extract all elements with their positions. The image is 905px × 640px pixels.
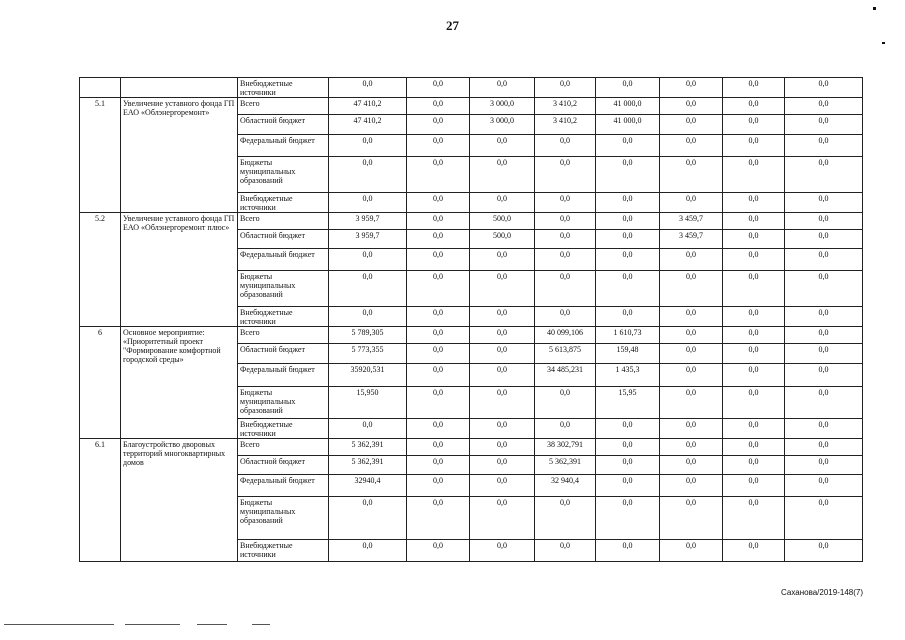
value-cell: 159,48 [596, 344, 660, 364]
funding-source-cell: Всего [238, 213, 329, 230]
value-cell: 41 000,0 [596, 115, 660, 135]
funding-source-cell: Внебюджетные источники [238, 419, 329, 439]
value-cell: 0,0 [470, 497, 535, 540]
value-cell: 0,0 [596, 135, 660, 157]
value-cell: 0,0 [723, 115, 785, 135]
value-cell: 0,0 [407, 115, 470, 135]
funding-source-cell: Бюджеты муниципальных образований [238, 157, 329, 193]
budget-table-wrapper [79, 77, 862, 562]
value-cell: 0,0 [723, 327, 785, 344]
value-cell: 3 459,7 [660, 213, 723, 230]
value-cell: 0,0 [785, 193, 863, 213]
value-cell: 34 485,231 [535, 364, 596, 387]
value-cell: 0,0 [407, 193, 470, 213]
value-cell: 0,0 [470, 78, 535, 98]
value-cell: 0,0 [596, 213, 660, 230]
funding-source-cell: Бюджеты муниципальных образований [238, 271, 329, 307]
value-cell: 0,0 [535, 213, 596, 230]
value-cell: 0,0 [660, 364, 723, 387]
value-cell: 0,0 [470, 439, 535, 456]
value-cell: 1 435,3 [596, 364, 660, 387]
value-cell: 0,0 [723, 213, 785, 230]
value-cell: 0,0 [407, 230, 470, 249]
value-cell: 0,0 [785, 135, 863, 157]
value-cell: 0,0 [470, 157, 535, 193]
value-cell: 5 773,355 [329, 344, 407, 364]
value-cell: 0,0 [535, 497, 596, 540]
value-cell: 0,0 [329, 249, 407, 271]
value-cell: 0,0 [785, 327, 863, 344]
value-cell: 0,0 [535, 419, 596, 439]
value-cell: 0,0 [407, 157, 470, 193]
value-cell: 0,0 [596, 193, 660, 213]
value-cell: 0,0 [596, 419, 660, 439]
value-cell: 3 410,2 [535, 98, 596, 115]
value-cell: 3 959,7 [329, 213, 407, 230]
value-cell: 0,0 [660, 344, 723, 364]
funding-source-cell: Бюджеты муниципальных образований [238, 387, 329, 419]
value-cell: 0,0 [660, 193, 723, 213]
value-cell: 0,0 [596, 157, 660, 193]
value-cell: 0,0 [723, 497, 785, 540]
value-cell: 0,0 [470, 307, 535, 327]
value-cell: 5 613,875 [535, 344, 596, 364]
value-cell: 0,0 [785, 115, 863, 135]
value-cell: 0,0 [660, 115, 723, 135]
value-cell: 0,0 [329, 78, 407, 98]
value-cell: 0,0 [596, 271, 660, 307]
value-cell: 5 362,391 [329, 456, 407, 475]
value-cell: 0,0 [407, 364, 470, 387]
value-cell: 0,0 [660, 419, 723, 439]
value-cell: 3 410,2 [535, 115, 596, 135]
value-cell: 38 302,791 [535, 439, 596, 456]
value-cell: 5 789,305 [329, 327, 407, 344]
value-cell: 0,0 [723, 364, 785, 387]
value-cell: 0,0 [470, 193, 535, 213]
value-cell: 5 362,391 [329, 439, 407, 456]
page-number: 27 [446, 18, 459, 33]
value-cell: 0,0 [596, 456, 660, 475]
value-cell: 0,0 [470, 344, 535, 364]
value-cell: 0,0 [596, 540, 660, 562]
value-cell: 0,0 [535, 193, 596, 213]
value-cell: 0,0 [535, 230, 596, 249]
activity-name-cell: Основное мероприятие: «Приоритетный проект "Формирование комфортной городской среды» [121, 327, 238, 439]
value-cell: 0,0 [660, 271, 723, 307]
value-cell: 0,0 [723, 98, 785, 115]
value-cell: 0,0 [535, 307, 596, 327]
value-cell: 47 410,2 [329, 115, 407, 135]
table-row [80, 439, 863, 456]
value-cell: 0,0 [723, 249, 785, 271]
value-cell: 0,0 [723, 78, 785, 98]
value-cell: 0,0 [407, 213, 470, 230]
value-cell: 0,0 [470, 387, 535, 419]
scan-dot-mark [873, 7, 876, 10]
value-cell: 0,0 [785, 439, 863, 456]
value-cell: 0,0 [660, 327, 723, 344]
value-cell: 0,0 [785, 456, 863, 475]
value-cell: 0,0 [660, 497, 723, 540]
value-cell: 0,0 [660, 249, 723, 271]
value-cell: 0,0 [535, 78, 596, 98]
value-cell: 47 410,2 [329, 98, 407, 115]
value-cell: 0,0 [407, 387, 470, 419]
value-cell: 0,0 [596, 439, 660, 456]
value-cell: 0,0 [660, 135, 723, 157]
scan-line [197, 624, 227, 625]
value-cell: 0,0 [660, 307, 723, 327]
activity-name-cell: Увеличение уставного фонда ГП ЕАО «Облэнергоремонт» [121, 98, 238, 213]
funding-source-cell: Внебюджетные источники [238, 540, 329, 562]
value-cell: 0,0 [596, 307, 660, 327]
value-cell: 0,0 [785, 387, 863, 419]
value-cell: 500,0 [470, 213, 535, 230]
value-cell: 0,0 [785, 271, 863, 307]
value-cell: 0,0 [329, 307, 407, 327]
value-cell: 0,0 [723, 540, 785, 562]
table-row [80, 213, 863, 230]
funding-source-cell: Внебюджетные источники [238, 193, 329, 213]
value-cell: 3 000,0 [470, 115, 535, 135]
value-cell: 40 099,106 [535, 327, 596, 344]
value-cell: 0,0 [660, 78, 723, 98]
value-cell: 0,0 [596, 497, 660, 540]
value-cell: 0,0 [723, 135, 785, 157]
value-cell: 0,0 [407, 344, 470, 364]
value-cell: 41 000,0 [596, 98, 660, 115]
value-cell: 0,0 [407, 327, 470, 344]
value-cell: 0,0 [535, 271, 596, 307]
funding-source-cell: Внебюджетные источники [238, 307, 329, 327]
value-cell: 0,0 [723, 387, 785, 419]
value-cell: 0,0 [723, 193, 785, 213]
value-cell: 3 000,0 [470, 98, 535, 115]
value-cell: 0,0 [785, 157, 863, 193]
value-cell: 0,0 [470, 135, 535, 157]
value-cell: 0,0 [596, 249, 660, 271]
value-cell: 0,0 [407, 249, 470, 271]
row-number-cell [80, 78, 121, 98]
value-cell: 0,0 [660, 387, 723, 419]
value-cell: 500,0 [470, 230, 535, 249]
value-cell: 0,0 [596, 78, 660, 98]
value-cell: 15,95 [596, 387, 660, 419]
value-cell: 0,0 [407, 439, 470, 456]
table-row [80, 98, 863, 115]
value-cell: 0,0 [535, 157, 596, 193]
value-cell: 0,0 [660, 456, 723, 475]
value-cell: 0,0 [407, 98, 470, 115]
funding-source-cell: Всего [238, 327, 329, 344]
value-cell: 0,0 [723, 271, 785, 307]
value-cell: 0,0 [785, 230, 863, 249]
value-cell: 0,0 [407, 419, 470, 439]
value-cell: 0,0 [660, 439, 723, 456]
value-cell: 0,0 [785, 419, 863, 439]
table-row [80, 78, 863, 98]
value-cell: 0,0 [785, 98, 863, 115]
value-cell: 0,0 [660, 475, 723, 497]
funding-source-cell: Внебюджетные источники [238, 78, 329, 98]
value-cell: 0,0 [407, 78, 470, 98]
value-cell: 1 610,73 [596, 327, 660, 344]
value-cell: 0,0 [723, 230, 785, 249]
budget-table [79, 77, 863, 562]
value-cell: 5 362,391 [535, 456, 596, 475]
value-cell: 0,0 [660, 540, 723, 562]
value-cell: 0,0 [785, 475, 863, 497]
value-cell: 0,0 [470, 540, 535, 562]
value-cell: 0,0 [596, 230, 660, 249]
value-cell: 0,0 [329, 157, 407, 193]
value-cell: 0,0 [407, 475, 470, 497]
value-cell: 0,0 [723, 475, 785, 497]
value-cell: 35920,531 [329, 364, 407, 387]
value-cell: 0,0 [470, 475, 535, 497]
value-cell: 0,0 [407, 307, 470, 327]
value-cell: 0,0 [470, 456, 535, 475]
value-cell: 0,0 [329, 271, 407, 307]
value-cell: 0,0 [407, 456, 470, 475]
value-cell: 0,0 [535, 135, 596, 157]
row-number-cell: 6 [80, 327, 121, 439]
value-cell: 0,0 [329, 193, 407, 213]
value-cell: 0,0 [470, 419, 535, 439]
value-cell: 0,0 [470, 271, 535, 307]
value-cell: 0,0 [723, 419, 785, 439]
value-cell: 32 940,4 [535, 475, 596, 497]
document-reference: Саханова/2019-148(7) [781, 588, 863, 597]
value-cell: 0,0 [407, 271, 470, 307]
value-cell: 15,950 [329, 387, 407, 419]
value-cell: 0,0 [785, 213, 863, 230]
value-cell: 0,0 [329, 135, 407, 157]
activity-name-cell: Увеличение уставного фонда ГП ЕАО «Облэнергоремонт плюс» [121, 213, 238, 327]
value-cell: 3 459,7 [660, 230, 723, 249]
value-cell: 0,0 [785, 540, 863, 562]
value-cell: 0,0 [723, 439, 785, 456]
funding-source-cell: Федеральный бюджет [238, 475, 329, 497]
funding-source-cell: Областной бюджет [238, 115, 329, 135]
row-number-cell: 6.1 [80, 439, 121, 562]
value-cell: 0,0 [785, 344, 863, 364]
funding-source-cell: Областной бюджет [238, 344, 329, 364]
value-cell: 0,0 [723, 307, 785, 327]
value-cell: 0,0 [785, 497, 863, 540]
value-cell: 0,0 [407, 135, 470, 157]
activity-name-cell [121, 78, 238, 98]
value-cell: 0,0 [329, 419, 407, 439]
funding-source-cell: Областной бюджет [238, 230, 329, 249]
value-cell: 0,0 [723, 344, 785, 364]
value-cell: 0,0 [723, 157, 785, 193]
scan-dot-mark [882, 42, 885, 44]
row-number-cell: 5.2 [80, 213, 121, 327]
funding-source-cell: Всего [238, 439, 329, 456]
funding-source-cell: Федеральный бюджет [238, 364, 329, 387]
value-cell: 0,0 [785, 307, 863, 327]
row-number-cell: 5.1 [80, 98, 121, 213]
value-cell: 0,0 [535, 249, 596, 271]
value-cell: 0,0 [535, 387, 596, 419]
funding-source-cell: Федеральный бюджет [238, 249, 329, 271]
value-cell: 0,0 [407, 540, 470, 562]
value-cell: 0,0 [785, 249, 863, 271]
value-cell: 0,0 [723, 456, 785, 475]
value-cell: 0,0 [785, 78, 863, 98]
value-cell: 0,0 [329, 540, 407, 562]
funding-source-cell: Областной бюджет [238, 456, 329, 475]
value-cell: 0,0 [535, 540, 596, 562]
funding-source-cell: Бюджеты муниципальных образований [238, 497, 329, 540]
scan-line [252, 624, 270, 625]
value-cell: 0,0 [329, 497, 407, 540]
funding-source-cell: Всего [238, 98, 329, 115]
value-cell: 0,0 [407, 497, 470, 540]
value-cell: 0,0 [660, 98, 723, 115]
value-cell: 3 959,7 [329, 230, 407, 249]
value-cell: 32940,4 [329, 475, 407, 497]
value-cell: 0,0 [596, 475, 660, 497]
funding-source-cell: Федеральный бюджет [238, 135, 329, 157]
value-cell: 0,0 [785, 364, 863, 387]
value-cell: 0,0 [660, 157, 723, 193]
value-cell: 0,0 [470, 249, 535, 271]
value-cell: 0,0 [470, 364, 535, 387]
scan-line [125, 624, 180, 625]
scan-line [4, 624, 114, 625]
activity-name-cell: Благоустройство дворовых территорий многоквартирных домов [121, 439, 238, 562]
table-row [80, 327, 863, 344]
value-cell: 0,0 [470, 327, 535, 344]
